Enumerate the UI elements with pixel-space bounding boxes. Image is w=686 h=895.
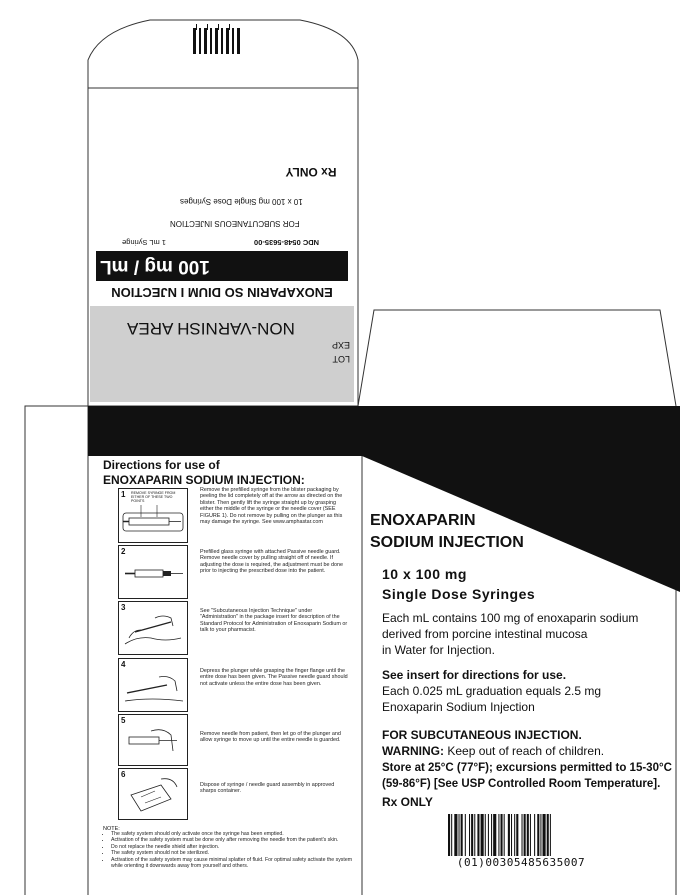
front-composition-line1: Each mL contains 100 mg of enoxaparin sodium <box>382 611 639 625</box>
top-non-varnish: NON-VARNISH AREA <box>127 319 295 338</box>
barcode-bar <box>451 814 452 856</box>
front-package-line1: 10 x 100 mg <box>382 566 467 582</box>
front-rx-only: Rx ONLY <box>382 795 433 809</box>
step-6-number: 6 <box>121 770 126 779</box>
front-storage-line2: (59-86°F) [See USP Controlled Room Temperature]. <box>382 778 661 790</box>
step-1-number: 1 <box>121 490 126 499</box>
top-barcode <box>193 24 240 54</box>
needle-guard-icon <box>121 723 185 761</box>
note-item: • The safety system should only activate once the syringe has been emptied. <box>111 831 363 837</box>
barcode-bar <box>550 814 551 856</box>
step-3-number: 3 <box>121 603 126 612</box>
barcode-bar <box>522 814 523 856</box>
step-2-number: 2 <box>121 547 126 556</box>
front-composition-line3: in Water for Injection. <box>382 643 495 657</box>
front-package-line2: Single Dose Syringes <box>382 586 536 602</box>
front-title-line1: ENOXAPARIN <box>370 512 476 529</box>
step-4-figure <box>118 658 188 712</box>
syringe-icon <box>121 560 185 590</box>
barcode-bar <box>461 814 463 856</box>
barcode-bar <box>543 814 546 856</box>
note-item: • The safety system should not be sterilized. <box>111 850 363 856</box>
barcode-bar <box>481 814 484 856</box>
barcode-number: (01)00305485635007 <box>456 856 586 869</box>
warning-text: Keep out of reach of children. <box>447 744 605 758</box>
top-ndc: NDC 0548-5635-00 <box>254 238 320 247</box>
sharps-container-icon <box>121 775 185 817</box>
step-1-text: Remove the prefilled syringe from the blister packaging by peeling the lid completely off at the arrow as directed on the blister. Then gently lift the syringe straight up by grasping either the middle of the syringe or the needle cover (SEE FIGURE 1). Do not remove by pulling on the plunger as this may damage the syringe. See www.amphastar.com <box>200 487 343 526</box>
plunger-depress-icon <box>121 667 185 707</box>
front-title-line2: SODIUM INJECTION <box>370 534 524 551</box>
front-warning <box>382 744 604 758</box>
barcode-bar <box>493 814 496 856</box>
barcode-bar <box>465 814 466 856</box>
barcode-bar <box>540 814 541 856</box>
barcode-bar <box>474 814 475 856</box>
warning-label: WARNING: <box>382 744 444 758</box>
top-lot-label: LOT <box>332 354 350 364</box>
step-4-number: 4 <box>121 660 126 669</box>
top-package-size: 10 x 100 mg Single Dose Syringes <box>180 197 303 206</box>
step-1-figure <box>118 488 188 543</box>
barcode-bar <box>477 814 479 856</box>
syringe-blister-icon <box>121 503 185 539</box>
barcode-bar <box>530 814 531 856</box>
step-3-figure <box>118 601 188 655</box>
barcode-bar <box>504 814 505 856</box>
barcode-bar <box>448 814 450 856</box>
step-4-text: Depress the plunger while grasping the finger flange until the entire dose has been given. The Passive needle guard should not activate unless the entire dose has been given. <box>200 668 348 687</box>
step-3-text: See "Subcutaneous Injection Technique" under "Administration" in the package insert for description of the Standard Protocol for Administration of Enoxaparin Sodium or talk to your pharmacist. <box>200 608 348 634</box>
barcode-bar <box>508 814 510 856</box>
front-see-insert: See insert for directions for use. <box>382 668 567 682</box>
top-product-name: ENOXAPARIN SO DIUM I NJECTION <box>111 285 333 300</box>
step-5-text: Remove needle from patient, then let go of the plunger and allow syringe to move up until the entire needle is guarded. <box>200 731 341 744</box>
note-item: • Activation of the safety system may cause minimal splatter of fluid. For optimal safety activate the system while orienting it downwards away from yourself and others. <box>111 857 363 870</box>
black-band <box>88 406 680 456</box>
barcode-bar <box>547 814 549 856</box>
front-graduation-line1: Each 0.025 mL graduation equals 2.5 mg <box>382 684 602 698</box>
front-composition-line2: derived from porcine intestinal mucosa <box>382 627 588 641</box>
barcode-bar <box>498 814 499 856</box>
hand-injection-icon <box>121 608 185 652</box>
barcode-bar <box>459 814 460 856</box>
directions-heading-line2: ENOXAPARIN SODIUM INJECTION: <box>103 473 305 487</box>
barcode-bar <box>491 814 492 856</box>
barcode-bar <box>524 814 526 856</box>
barcode-bar <box>469 814 470 856</box>
barcode-bar <box>514 814 515 856</box>
step-1-caption: REMOVE SYRINGE FROM EITHER OF THESE TWO POINTS <box>131 491 176 503</box>
step-5-figure <box>118 714 188 766</box>
front-graduation-line2: Enoxaparin Sodium Injection <box>382 700 535 714</box>
barcode-bar <box>488 814 489 856</box>
step-6-text: Dispose of syringe / needle guard assembly in approved sharps container. <box>200 782 335 795</box>
step-2-text: Prefilled glass syringe with attached Passive needle guard. Remove needle cover by pulling straight off of needle. If adjusting the dose is required, the adjustment must be done prior to injecting the prescribed dose into the patient. <box>200 549 343 575</box>
step-5-number: 5 <box>121 716 126 725</box>
top-strength: 100 mg / mL <box>100 256 210 277</box>
barcode-bar <box>511 814 512 856</box>
barcode-bar <box>534 814 535 856</box>
barcode-bar <box>501 814 503 856</box>
step-2-figure <box>118 545 188 599</box>
barcode-bar <box>454 814 457 856</box>
top-exp-label: EXP <box>331 340 350 350</box>
barcode-bar <box>485 814 486 856</box>
directions-heading-line1: Directions for use of <box>103 458 220 472</box>
step-6-figure <box>118 768 188 820</box>
top-route: FOR SUBCUTANEOUS INJECTION <box>170 219 300 228</box>
front-route: FOR SUBCUTANEOUS INJECTION. <box>382 728 582 742</box>
barcode <box>446 814 596 856</box>
barcode-bar <box>516 814 518 856</box>
note-label: NOTE: <box>103 826 120 832</box>
note-item: • Activation of the safety system must be done only after removing the needle from the patient's skin. <box>111 837 363 843</box>
barcode-bar <box>527 814 529 856</box>
front-storage-line1: Store at 25°C (77°F); excursions permitted to 15-30°C <box>382 762 672 774</box>
top-syringe-volume: 1 mL Syringe <box>122 238 166 247</box>
barcode-bar <box>471 814 473 856</box>
notes-list <box>103 831 363 869</box>
top-rx-only: Rx ONLY <box>285 165 337 179</box>
barcode-bar <box>537 814 539 856</box>
note-item: • Do not replace the needle shield after injection. <box>111 844 363 850</box>
